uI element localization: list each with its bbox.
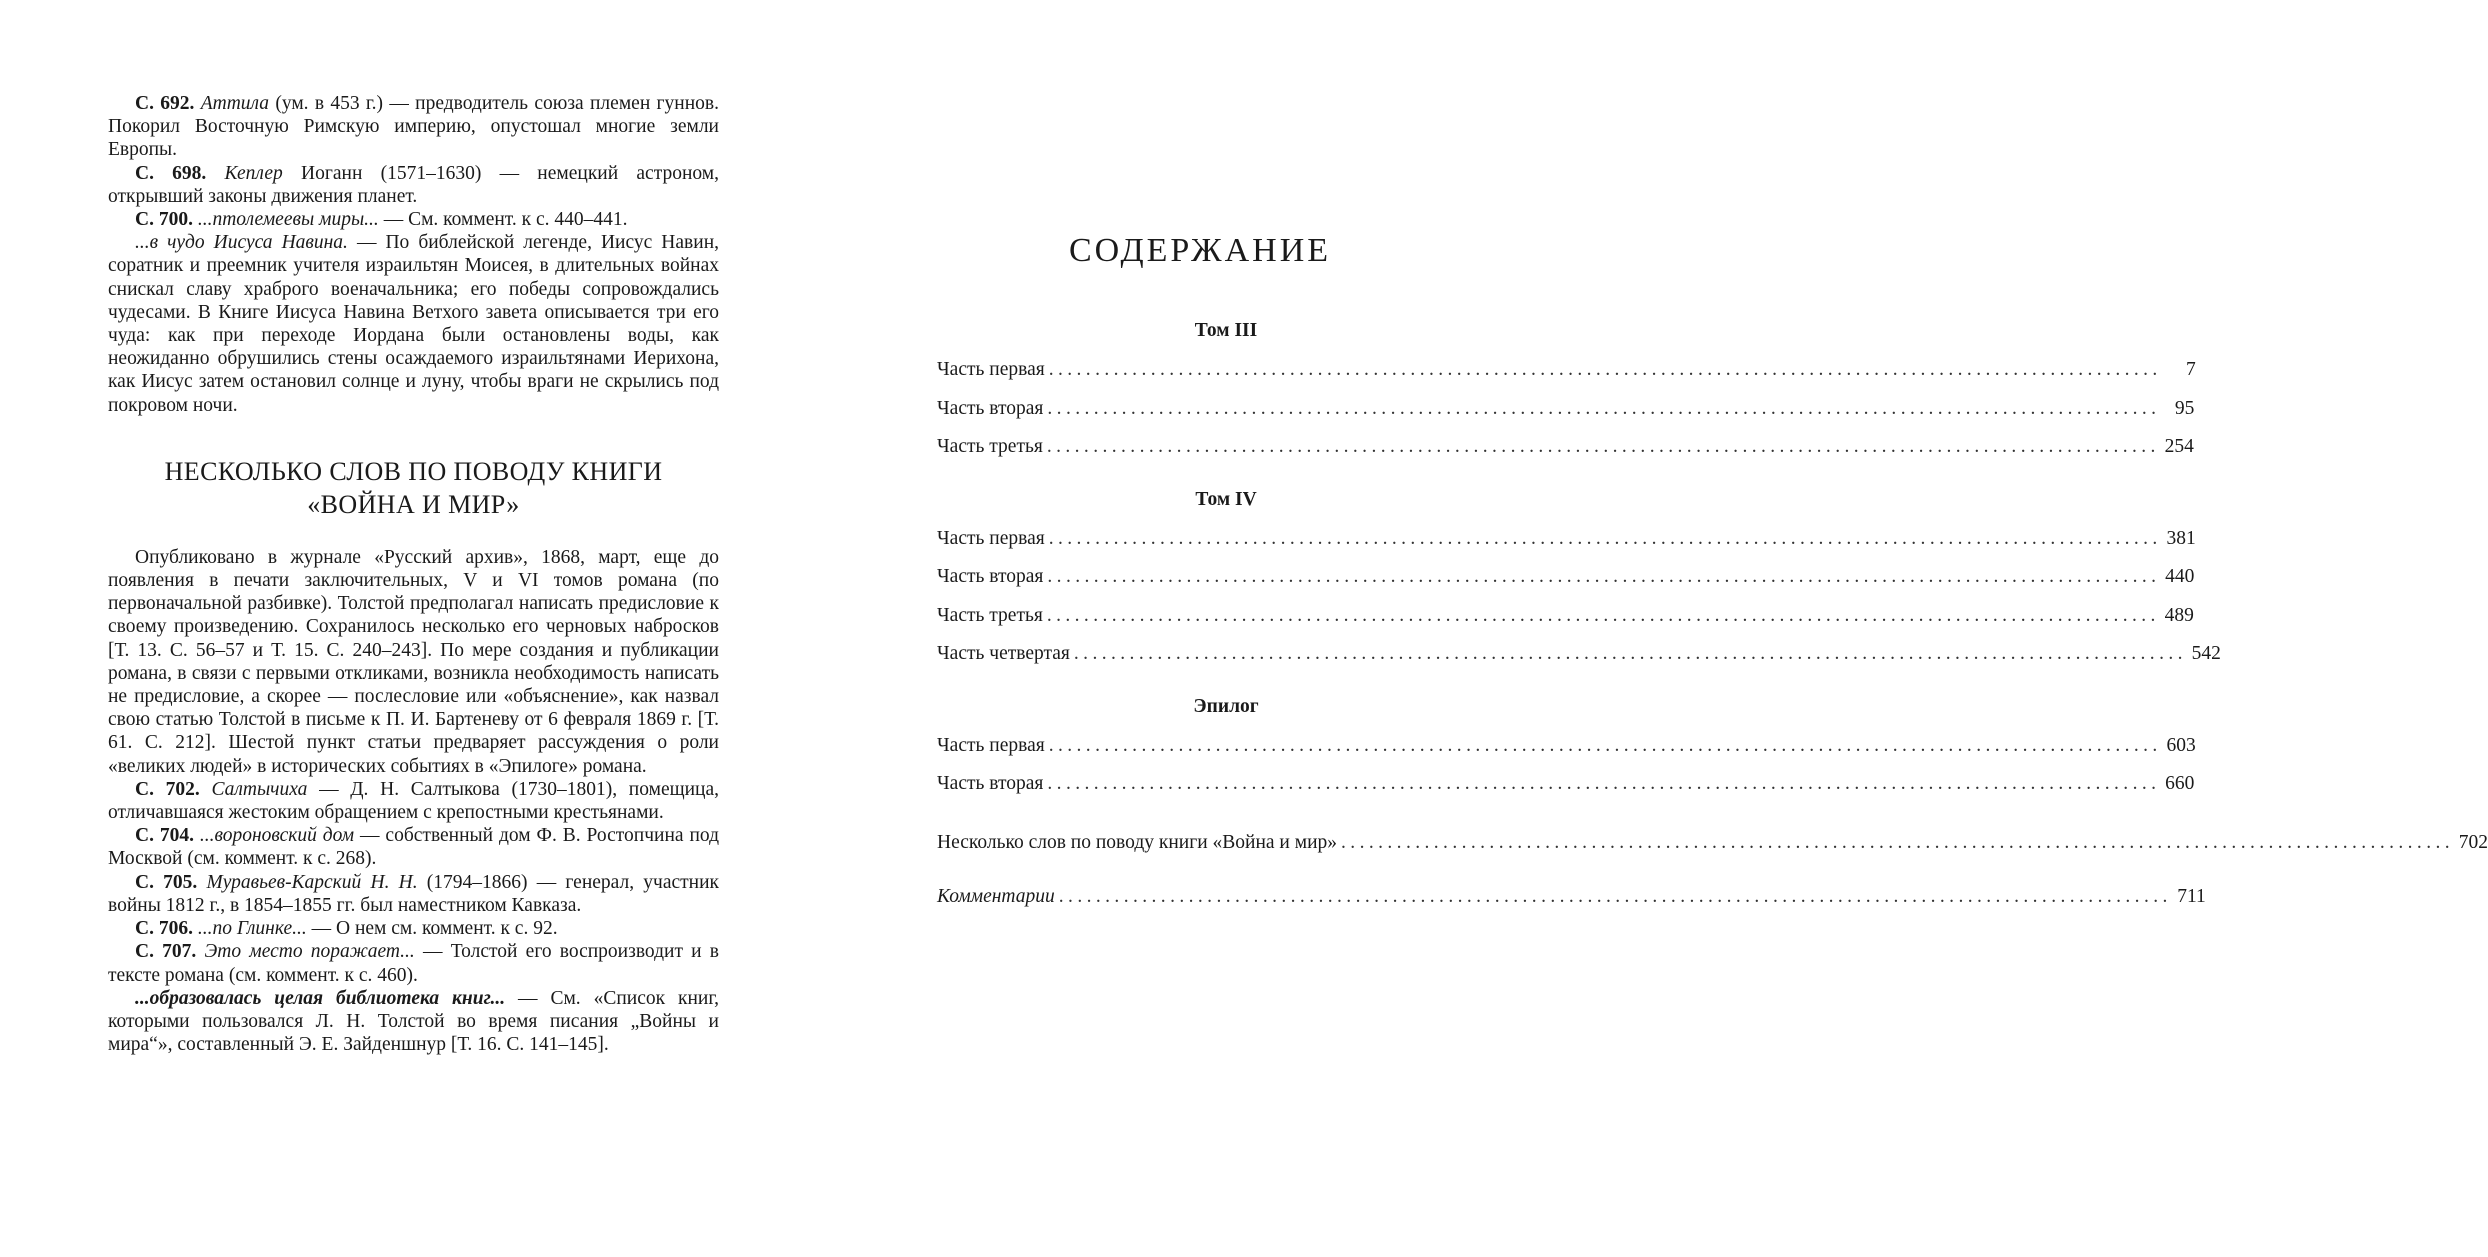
- leader-dots: ........................................................................................................................: [1058, 886, 2172, 907]
- toc-entry[interactable]: [937, 351, 2196, 390]
- toc-entry-page: 440: [2165, 566, 2195, 587]
- volume-3-heading: Том III: [1194, 320, 1258, 341]
- note-term: ...птолемеевы миры...: [197, 209, 379, 231]
- toc-entry-page: 542: [2191, 643, 2221, 664]
- toc-entry-label: Часть первая: [937, 527, 1045, 549]
- table-of-contents: [937, 318, 2488, 917]
- note-ref: С. 704.: [135, 825, 194, 847]
- note-706: [108, 917, 719, 940]
- section-title: [108, 455, 719, 521]
- toc-entry[interactable]: [937, 635, 2221, 674]
- note-text: — По библейской легенде, Иисус Навин, соратник и преемник учителя израильтян Моисея, в длительных войнах снискал славу храброго военачальника; его победы сопровождались чудесами. В Книге Иисуса Навина Ветхого завета описывается три его чуда: как при переходе Иордана были остановлены воды, как неожиданно обрушились стены осаждаемого израильтянами Иерихона, как Иисус затем остановил солнце и луну, чтобы враги не скрылись под покровом ночи.: [108, 232, 719, 416]
- note-term: Муравьев-Карский Н. Н.: [206, 871, 418, 893]
- toc-entry-label: Часть третья: [937, 604, 1043, 626]
- note-text: — Д. Н. Салтыкова (1730–1801), помещица, отличавшаяся жестоким обращением с крепостными крестьянами.: [108, 778, 720, 824]
- volume-4-heading: Том IV: [1195, 488, 1257, 510]
- leader-dots: ........................................................................................................................: [1047, 773, 2161, 794]
- note-ref: С. 707.: [135, 941, 197, 963]
- toc-entry-page: 660: [2165, 773, 2195, 794]
- right-page: [800, 0, 2488, 1257]
- leader-dots: ........................................................................................................................: [1047, 397, 2161, 419]
- toc-entry-page: 702: [2458, 831, 2488, 853]
- toc-entry-label: Часть третья: [937, 436, 1043, 457]
- commentary-column: [108, 92, 719, 1056]
- note-term: ...по Глинке...: [197, 918, 307, 940]
- note-692: [108, 92, 719, 162]
- note-ref: С. 706.: [135, 918, 193, 940]
- note-text: — См. «Список книг, которыми пользовался Л. Н. Толстой во время писания „Войны и мира“», составленный Э. Е. Зайденшнур [Т. 16. С. 141–145].: [108, 987, 719, 1056]
- toc-entry-page: 254: [2164, 436, 2194, 457]
- note-ref: С. 692.: [135, 93, 195, 114]
- epilogue-heading: Эпилог: [1193, 695, 1259, 717]
- note-text: Иоганн (1571–1630) — немецкий астроном, открывший законы движения планет.: [108, 162, 719, 207]
- article-intro: Опубликовано в журнале «Русский архив», 1868, март, еще до появления в печати заключительных, V и VI томов романа (по первоначальной разбивке). Толстой предполагал написать предисловие к своему произведению. Сохранилось несколько его черновых набросков [Т. 13. С. 56–57 и Т. 15. С. 240–243]. По мере создания и публикации романа, в связи с первыми откликами, возникла необходимость написать не предисловие, а скорее — послесловие или «объяснение», как назвал свою статью Толстой в письме к П. И. Бартеневу от 6 февраля 1869 г. [Т. 61. С. 212]. Шестой пункт статьи предваряет рассуждения о роли «великих людей» в исторических событиях в «Эпилоге» романа.: [108, 546, 719, 777]
- note-ref: С. 700.: [135, 209, 193, 231]
- note-text: — Толстой его воспроизводит и в тексте романа (см. коммент. к с. 460).: [108, 941, 720, 986]
- toc-entry-article[interactable]: [937, 824, 2488, 863]
- note-term: ...образовалась целая библиотека книг...: [135, 987, 506, 1009]
- note-term: ...в чудо Иисуса Навина.: [135, 232, 348, 254]
- note-707: [108, 940, 719, 986]
- left-page: [0, 0, 800, 1257]
- toc-entry[interactable]: [937, 428, 2194, 467]
- toc-entry[interactable]: [937, 727, 2196, 766]
- note-704: [108, 824, 719, 870]
- toc-entry-label: Часть первая: [937, 734, 1045, 756]
- note-text: (1794–1866) — генерал, участник войны 1812 г., в 1854–1855 гг. был наместником Кавказа.: [108, 871, 720, 916]
- leader-dots: ........................................................................................................................: [1048, 359, 2162, 380]
- toc-entry-page: 95: [2174, 397, 2195, 419]
- toc-entry-page: 7: [2185, 359, 2196, 380]
- leader-dots: ........................................................................................................................: [1073, 643, 2187, 664]
- note-700: [108, 208, 719, 231]
- note-705: [108, 871, 719, 917]
- note-library: [108, 987, 719, 1057]
- toc-entry-label: Комментарии: [937, 886, 1055, 907]
- note-text: — собственный дом Ф. В. Ростопчина под Москвой (см. коммент. к с. 268).: [108, 825, 719, 870]
- note-text: (ум. в 453 г.) — предводитель союза племен гуннов. Покорил Восточную Римскую империю, опустошал многие земли Европы.: [108, 93, 720, 161]
- note-text: — См. коммент. к с. 440–441.: [378, 209, 628, 231]
- toc-entry-page: 711: [2177, 886, 2206, 907]
- note-term: Салтычиха: [211, 778, 308, 800]
- toc-entry-label: Часть вторая: [937, 773, 1044, 794]
- toc-entry[interactable]: [937, 765, 2195, 804]
- toc-entry[interactable]: [937, 390, 2195, 429]
- toc-entry-page: 381: [2166, 527, 2196, 549]
- note-ref: С. 705.: [135, 871, 198, 893]
- note-702: [108, 778, 719, 824]
- toc-entry-label: Несколько слов по поводу книги «Война и мир»: [937, 831, 1338, 853]
- note-term: Это место поражает...: [204, 941, 415, 963]
- toc-entry-page: 603: [2166, 734, 2196, 756]
- note-698: [108, 162, 719, 208]
- toc-entry-label: Часть вторая: [937, 566, 1044, 587]
- toc-entry-comments[interactable]: [937, 878, 2206, 917]
- toc-entry[interactable]: [937, 520, 2196, 559]
- note-term: ...вороновский дом: [199, 825, 355, 847]
- leader-dots: ........................................................................................................................: [1046, 436, 2160, 457]
- section-title-line-1: НЕСКОЛЬКО СЛОВ ПО ПОВОДУ КНИГИ: [164, 456, 663, 486]
- leader-dots: ........................................................................................................................: [1048, 734, 2162, 756]
- note-700-navin: [108, 231, 719, 417]
- toc-entry-label: Часть вторая: [937, 397, 1044, 419]
- leader-dots: ........................................................................................................................: [1047, 566, 2161, 587]
- note-term: Кеплер: [224, 162, 283, 184]
- note-term: Аттила: [200, 93, 270, 114]
- toc-title: СОДЕРЖАНИЕ: [1068, 232, 1332, 269]
- toc-entry-label: Часть четвертая: [937, 643, 1070, 664]
- note-ref: С. 702.: [135, 778, 200, 800]
- leader-dots: ........................................................................................................................: [1046, 604, 2160, 626]
- section-title-line-2: «ВОЙНА И МИР»: [307, 489, 520, 519]
- note-ref: С. 698.: [135, 162, 207, 184]
- toc-entry[interactable]: [937, 597, 2194, 636]
- leader-dots: ........................................................................................................................: [1341, 831, 2455, 853]
- toc-entry-label: Часть первая: [937, 359, 1045, 380]
- toc-entry-page: 489: [2164, 604, 2194, 626]
- note-text: — О нем см. коммент. к с. 92.: [306, 918, 558, 940]
- leader-dots: ........................................................................................................................: [1048, 527, 2162, 549]
- toc-entry[interactable]: [937, 558, 2195, 597]
